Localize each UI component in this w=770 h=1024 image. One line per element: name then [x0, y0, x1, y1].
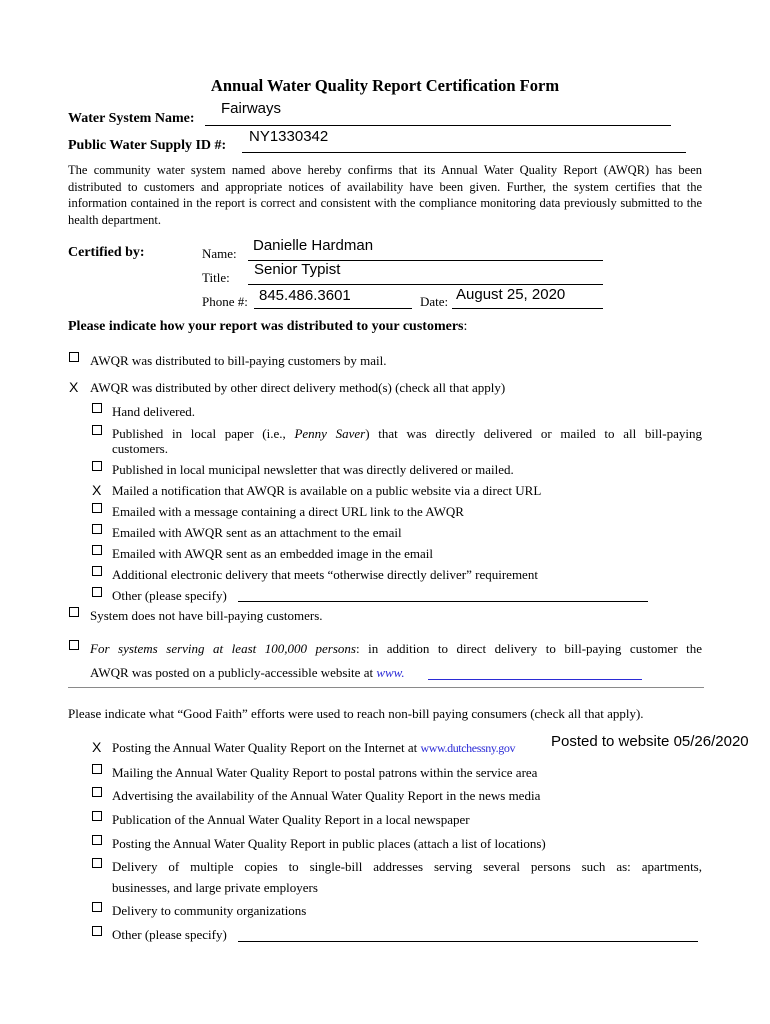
delivery-multi-label-line2: businesses, and large private employers — [112, 880, 318, 895]
email-url-checkbox[interactable] — [92, 503, 102, 513]
www-link[interactable]: www. — [376, 665, 405, 680]
phone-field[interactable]: 845.486.3601 — [259, 287, 351, 304]
phone-label: Phone #: — [202, 294, 248, 309]
mailing-postal-label: Mailing the Annual Water Quality Report to postal patrons within the service area — [112, 765, 538, 780]
posting-public-label: Posting the Annual Water Quality Report in public places (attach a list of locations) — [112, 836, 546, 851]
email-image-label: Emailed with AWQR sent as an embedded image in the email — [112, 546, 433, 561]
title-line — [248, 284, 603, 285]
hand-delivered-label: Hand delivered. — [112, 404, 196, 419]
direct-delivery-check[interactable]: X — [69, 379, 79, 395]
title-label: Title: — [202, 270, 230, 285]
supply-id-line — [242, 152, 686, 153]
electronic-delivery-checkbox[interactable] — [92, 566, 102, 576]
date-label: Date: — [420, 294, 449, 309]
name-field[interactable]: Danielle Hardman — [253, 237, 374, 254]
posting-internet-label: Posting the Annual Water Quality Report on the Internet at www.dutchessny.gov — [112, 740, 516, 755]
email-attach-checkbox[interactable] — [92, 524, 102, 534]
title-field[interactable]: Senior Typist — [254, 261, 341, 278]
other-distribution-line[interactable] — [238, 601, 648, 602]
direct-delivery-label: AWQR was distributed by other direct delivery method(s) (check all that apply) — [90, 380, 506, 395]
newsletter-label: Published in local municipal newsletter that was directly delivered or mailed. — [112, 462, 514, 477]
no-customers-checkbox[interactable] — [69, 607, 79, 617]
supply-id-field[interactable]: NY1330342 — [249, 128, 329, 145]
other-distribution-label: Other (please specify) — [112, 588, 227, 603]
delivery-community-label: Delivery to community organizations — [112, 903, 307, 918]
supply-id-label: Public Water Supply ID #: — [68, 138, 227, 153]
large-system-checkbox[interactable] — [69, 640, 79, 650]
section-divider — [68, 687, 704, 688]
other-good-faith-label: Other (please specify) — [112, 927, 227, 942]
local-paper-label: Published in local paper (i.e., Penny Saver) that was directly delivered or mailed to all bill-paying — [112, 426, 702, 441]
advertising-label: Advertising the availability of the Annual Water Quality Report in the news media — [112, 788, 541, 803]
system-name-line — [205, 125, 671, 126]
intro-paragraph: The community water system named above hereby confirms that its Annual Water Quality Report (AWQR) has been distributed to customers and appropriate notices of availability have been given. Further, the system certifies that the information contained in the report is correct and consistent with the compliance monitoring data previously submitted to the health department. — [68, 163, 702, 227]
delivery-multi-checkbox[interactable] — [92, 858, 102, 868]
mail-option-label: AWQR was distributed to bill-paying customers by mail. — [90, 353, 387, 368]
mail-checkbox[interactable] — [69, 352, 79, 362]
other-good-faith-line[interactable] — [238, 941, 698, 942]
publication-checkbox[interactable] — [92, 811, 102, 821]
no-customers-label: System does not have bill-paying customers. — [90, 608, 323, 623]
distribution-heading: Please indicate how your report was distributed to your customers: — [68, 319, 468, 334]
certified-by-label: Certified by: — [68, 245, 145, 260]
local-paper-checkbox[interactable] — [92, 425, 102, 435]
system-name-label: Water System Name: — [68, 111, 195, 126]
form-title: Annual Water Quality Report Certification Form — [210, 76, 560, 95]
large-system-label: For systems serving at least 100,000 persons: in addition to direct delivery to bill-paying customer the — [90, 641, 702, 656]
local-paper-label-line2: customers. — [112, 441, 168, 456]
name-label: Name: — [202, 246, 237, 261]
system-name-field[interactable]: Fairways — [221, 100, 282, 117]
other-good-faith-checkbox[interactable] — [92, 926, 102, 936]
date-line — [452, 308, 603, 309]
good-faith-heading: Please indicate what “Good Faith” efforts were used to reach non-bill paying consumers (check all that apply). — [68, 706, 644, 721]
posting-internet-check[interactable]: X — [92, 739, 102, 755]
hand-delivered-checkbox[interactable] — [92, 403, 102, 413]
advertising-checkbox[interactable] — [92, 787, 102, 797]
large-system-label-line2: AWQR was posted on a publicly-accessible website at www. — [90, 665, 405, 680]
mailed-notice-check[interactable]: X — [92, 482, 102, 498]
newsletter-checkbox[interactable] — [92, 461, 102, 471]
email-image-checkbox[interactable] — [92, 545, 102, 555]
website-url-line[interactable] — [428, 679, 642, 680]
email-attach-label: Emailed with AWQR sent as an attachment to the email — [112, 525, 402, 540]
dutchess-link[interactable]: www.dutchessny.gov — [420, 741, 516, 755]
posting-public-checkbox[interactable] — [92, 835, 102, 845]
delivery-community-checkbox[interactable] — [92, 902, 102, 912]
other-distribution-checkbox[interactable] — [92, 587, 102, 597]
delivery-multi-label: Delivery of multiple copies to single-bill addresses serving several persons such as: apartments, — [112, 859, 702, 874]
mailed-notice-label: Mailed a notification that AWQR is available on a public website via a direct URL — [112, 483, 542, 498]
mailing-postal-checkbox[interactable] — [92, 764, 102, 774]
phone-line — [254, 308, 412, 309]
email-url-label: Emailed with a message containing a direct URL link to the AWQR — [112, 504, 464, 519]
publication-label: Publication of the Annual Water Quality Report in a local newspaper — [112, 812, 470, 827]
date-field[interactable]: August 25, 2020 — [456, 286, 566, 303]
electronic-delivery-label: Additional electronic delivery that meets “otherwise directly deliver” requirement — [112, 567, 538, 582]
posted-note: Posted to website 05/26/2020 — [551, 733, 749, 750]
